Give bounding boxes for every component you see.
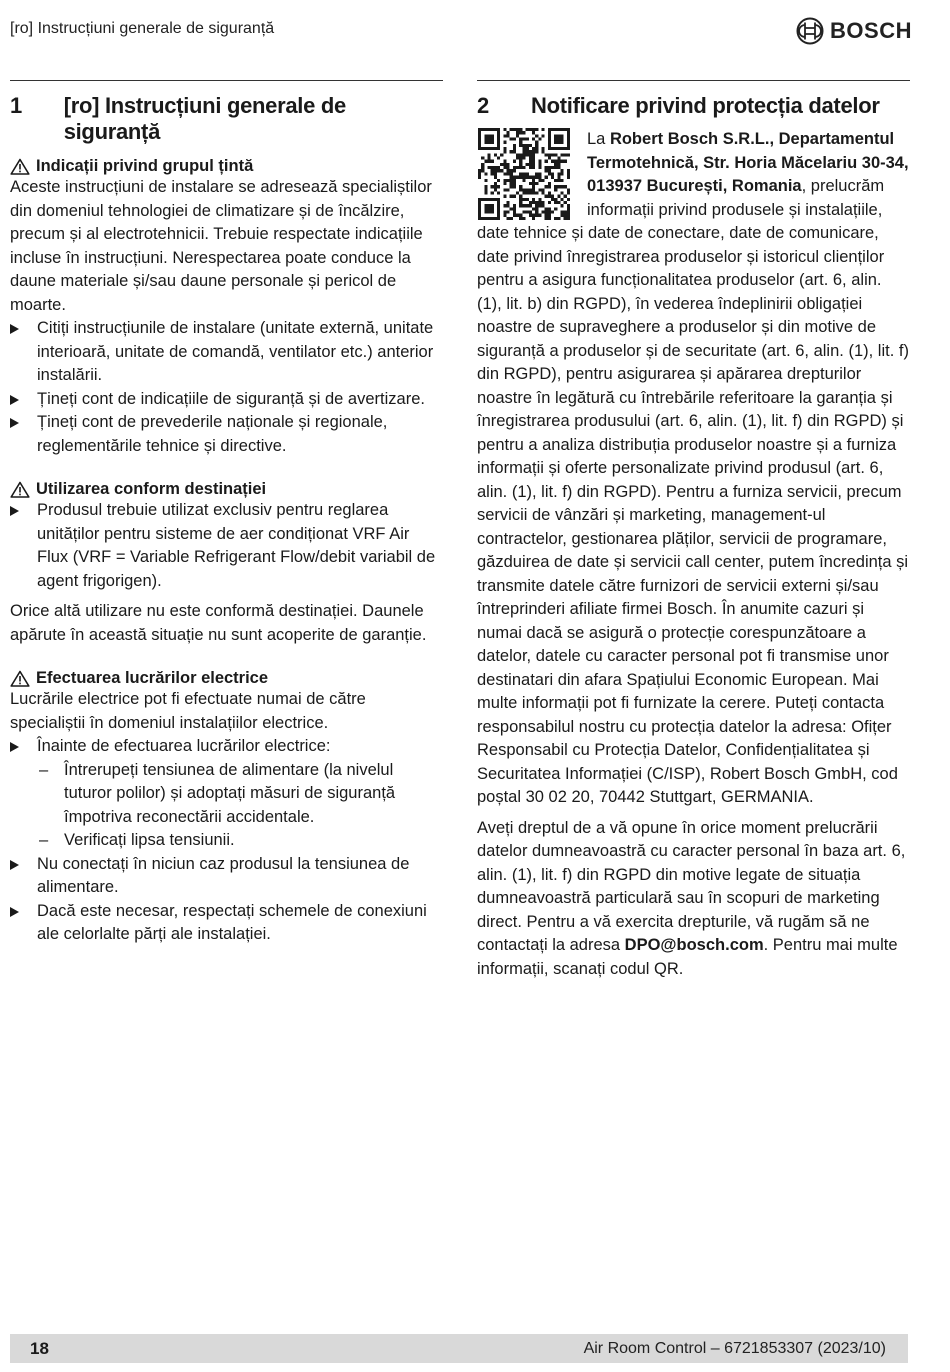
section-heading — [10, 93, 443, 145]
dash-item — [37, 759, 443, 830]
list-item-text: Nu conectați în niciun caz produsul la tensiunea de alimentare. — [37, 854, 410, 896]
list-item-text: Înainte de efectuarea lucrărilor electrice: — [37, 737, 331, 755]
bullet-arrow-icon — [10, 742, 19, 752]
electrical-work-text: Lucrările electrice pot fi efectuate numai de către specialiștii în domeniul instalațiilor electrice. — [10, 690, 366, 732]
target-group-text: Aceste instrucțiuni de instalare se adresează specialiștilor din domeniul tehnologiei de climatizare și de încălzire, precum și al electrotehnicii. Trebuie respectate indicațiile incluse în instrucțiuni. Nerespectarea poate conduce la daune materiale și/sau daune personale și pericol de moarte. — [10, 178, 432, 314]
brand-name: BOSCH — [830, 18, 912, 43]
intended-use-list — [10, 499, 443, 593]
rights-body: Aveți dreptul de a vă opune în orice moment prelucrării datelor dumneavoastră cu caracter personal în baza art. 6, alin. (1), lit. f) din RGPD din motive legate de situația dumneavoastră particulară sau în scopuri de marketing direct. Pentru a vă exercita drepturile, vă rugăm să ne contactați la adresa — [477, 818, 906, 954]
bullet-arrow-icon — [10, 324, 19, 334]
list-item-text: Citiți instrucțiunile de instalare (unitate externă, unitate interioară, unitate de comandă, ventilator etc.) anterior instalării. — [37, 319, 434, 384]
bullet-arrow-icon — [10, 418, 19, 428]
electrical-work-list — [10, 735, 443, 947]
privacy-text — [477, 128, 910, 810]
list-item-text: Țineți cont de indicațiile de siguranță și de avertizare. — [37, 389, 425, 408]
warning-icon — [10, 481, 30, 498]
privacy-body: , prelucrăm informații privind produsele și instalațiile, date tehnice și date de conectare, date de comunicare, date privind înregistrarea produselor și istoricul clienților pentru a asigura funcționalitatea produselor (art. 6, alin. (1), lit. b) din RGPD), în vederea îndeplinirii obligației noastre de supraveghere a produselor și din motive de siguranță a produselor și de securitate (art. 6, alin. (1), lit. f) din RGPD), pentru asigurarea și apărarea drepturilor noastre în legătură cu întrebările referitoare la garanția și înregistrarea produsului (art. 6, alin. (1), lit. f) din RGPD) și pentru a analiza distribuția produselor noastre și a furniza informații și oferte personalizate privind produsul (art. 6, alin. (1), lit. f) din RGPD). Pentru a furniza servicii, precum servicii de vânzări și marketing, management-ul contractelor, gestionarea plăților, servicii de programare, găzduirea de date și servicii call center, putem încredința și transmite datele către furnizori de servicii externi și/sau întreprinderi afiliate firmei Bosch. În anumite cazuri și numai dacă se asigură o protecție corespunzătoare a datelor, datele cu caracter personal pot fi transmise unor destinatari din afara Spațiului Economic European. Mai multe informații pot fi furnizate la cerere. Puteți contacta responsabilul nostru cu protecția datelor la adresa: Ofițer Responsabil cu Protecția Datelor, Confidențialitatea și Securitatea Informației (C/ISP), Robert Bosch GmbH, cod poștal 30 02 20, 70442 Stuttgart, GERMANIA. — [477, 177, 909, 806]
target-group-title: Indicații privind grupul țintă — [36, 157, 254, 175]
intended-use-text: Orice altă utilizare nu este conformă destinației. Daunele apărute în această situație nu sunt acoperite de garanție. — [10, 602, 427, 644]
section-title: [ro] Instrucțiuni generale de siguranță — [63, 93, 346, 144]
dash-item-text: Verificați lipsa tensiunii. — [64, 831, 235, 849]
safety-column — [10, 80, 443, 947]
contact-email-link[interactable]: DPO@bosch.com — [624, 936, 764, 954]
list-item — [10, 388, 443, 412]
privacy-notice — [477, 128, 910, 810]
list-item — [10, 317, 443, 388]
page-number: 18 — [30, 1338, 49, 1358]
dash-list — [37, 759, 443, 853]
intended-use-heading — [10, 480, 443, 499]
dash-mark: – — [39, 760, 49, 779]
list-item — [10, 411, 443, 458]
bullet-arrow-icon — [10, 907, 19, 917]
list-item-text: Produsul trebuie utilizat exclusiv pentru reglarea unităților pentru sisteme de aer condiționat VRF Air Flux (VRF = Variable Refrigerant Flow/debit variabil de agent frigorigen). — [37, 501, 436, 590]
list-item — [10, 853, 443, 900]
bullet-arrow-icon — [10, 860, 19, 870]
column-rule — [10, 80, 443, 81]
list-item — [10, 900, 443, 947]
list-item — [10, 499, 443, 593]
section-title: Notificare privind protecția datelor — [531, 93, 880, 118]
bullet-arrow-icon — [10, 395, 19, 405]
dash-item-text: Întrerupeți tensiunea de alimentare (la nivelul tuturor polilor) și adoptați măsuri de siguranță împotriva reconectării accidentale. — [64, 760, 396, 826]
privacy-column — [477, 80, 910, 981]
page-header-section: [ro] Instrucțiuni generale de siguranță — [10, 20, 275, 37]
bullet-arrow-icon — [10, 506, 19, 516]
company-address: Robert Bosch S.R.L., Departamentul Termotehnică, Str. Horia Măcelariu 30-34, 013937 București, Romania — [587, 130, 909, 195]
electrical-work-heading — [10, 669, 443, 688]
list-item-text: Țineți cont de prevederile naționale și regionale, reglementările tehnice și directive. — [37, 413, 388, 455]
section-number: 1 — [10, 93, 22, 118]
warning-icon — [10, 158, 30, 175]
page-footer — [10, 1334, 908, 1363]
dash-mark: – — [39, 831, 49, 849]
intended-use-title: Utilizarea conform destinației — [36, 480, 267, 498]
list-item — [10, 735, 443, 853]
rights-text — [477, 817, 910, 982]
target-group-list — [10, 317, 443, 458]
bosch-logo — [796, 17, 912, 45]
section-heading — [477, 93, 910, 119]
electrical-work-title: Efectuarea lucrărilor electrice — [36, 669, 269, 687]
column-rule — [477, 80, 910, 81]
privacy-intro: La — [587, 130, 610, 148]
dash-item — [37, 829, 443, 853]
target-group-heading — [10, 157, 443, 176]
warning-icon — [10, 670, 30, 687]
section-number: 2 — [477, 93, 489, 118]
bosch-armature-icon — [796, 17, 824, 45]
rights-end: . Pentru mai multe informații, scanați codul QR. — [477, 936, 898, 978]
qr-code-icon — [477, 128, 571, 220]
list-item-text: Dacă este necesar, respectați schemele de conexiuni ale celorlalte părți ale instalației. — [37, 901, 427, 943]
document-id: Air Room Control – 6721853307 (2023/10) — [583, 1339, 886, 1357]
